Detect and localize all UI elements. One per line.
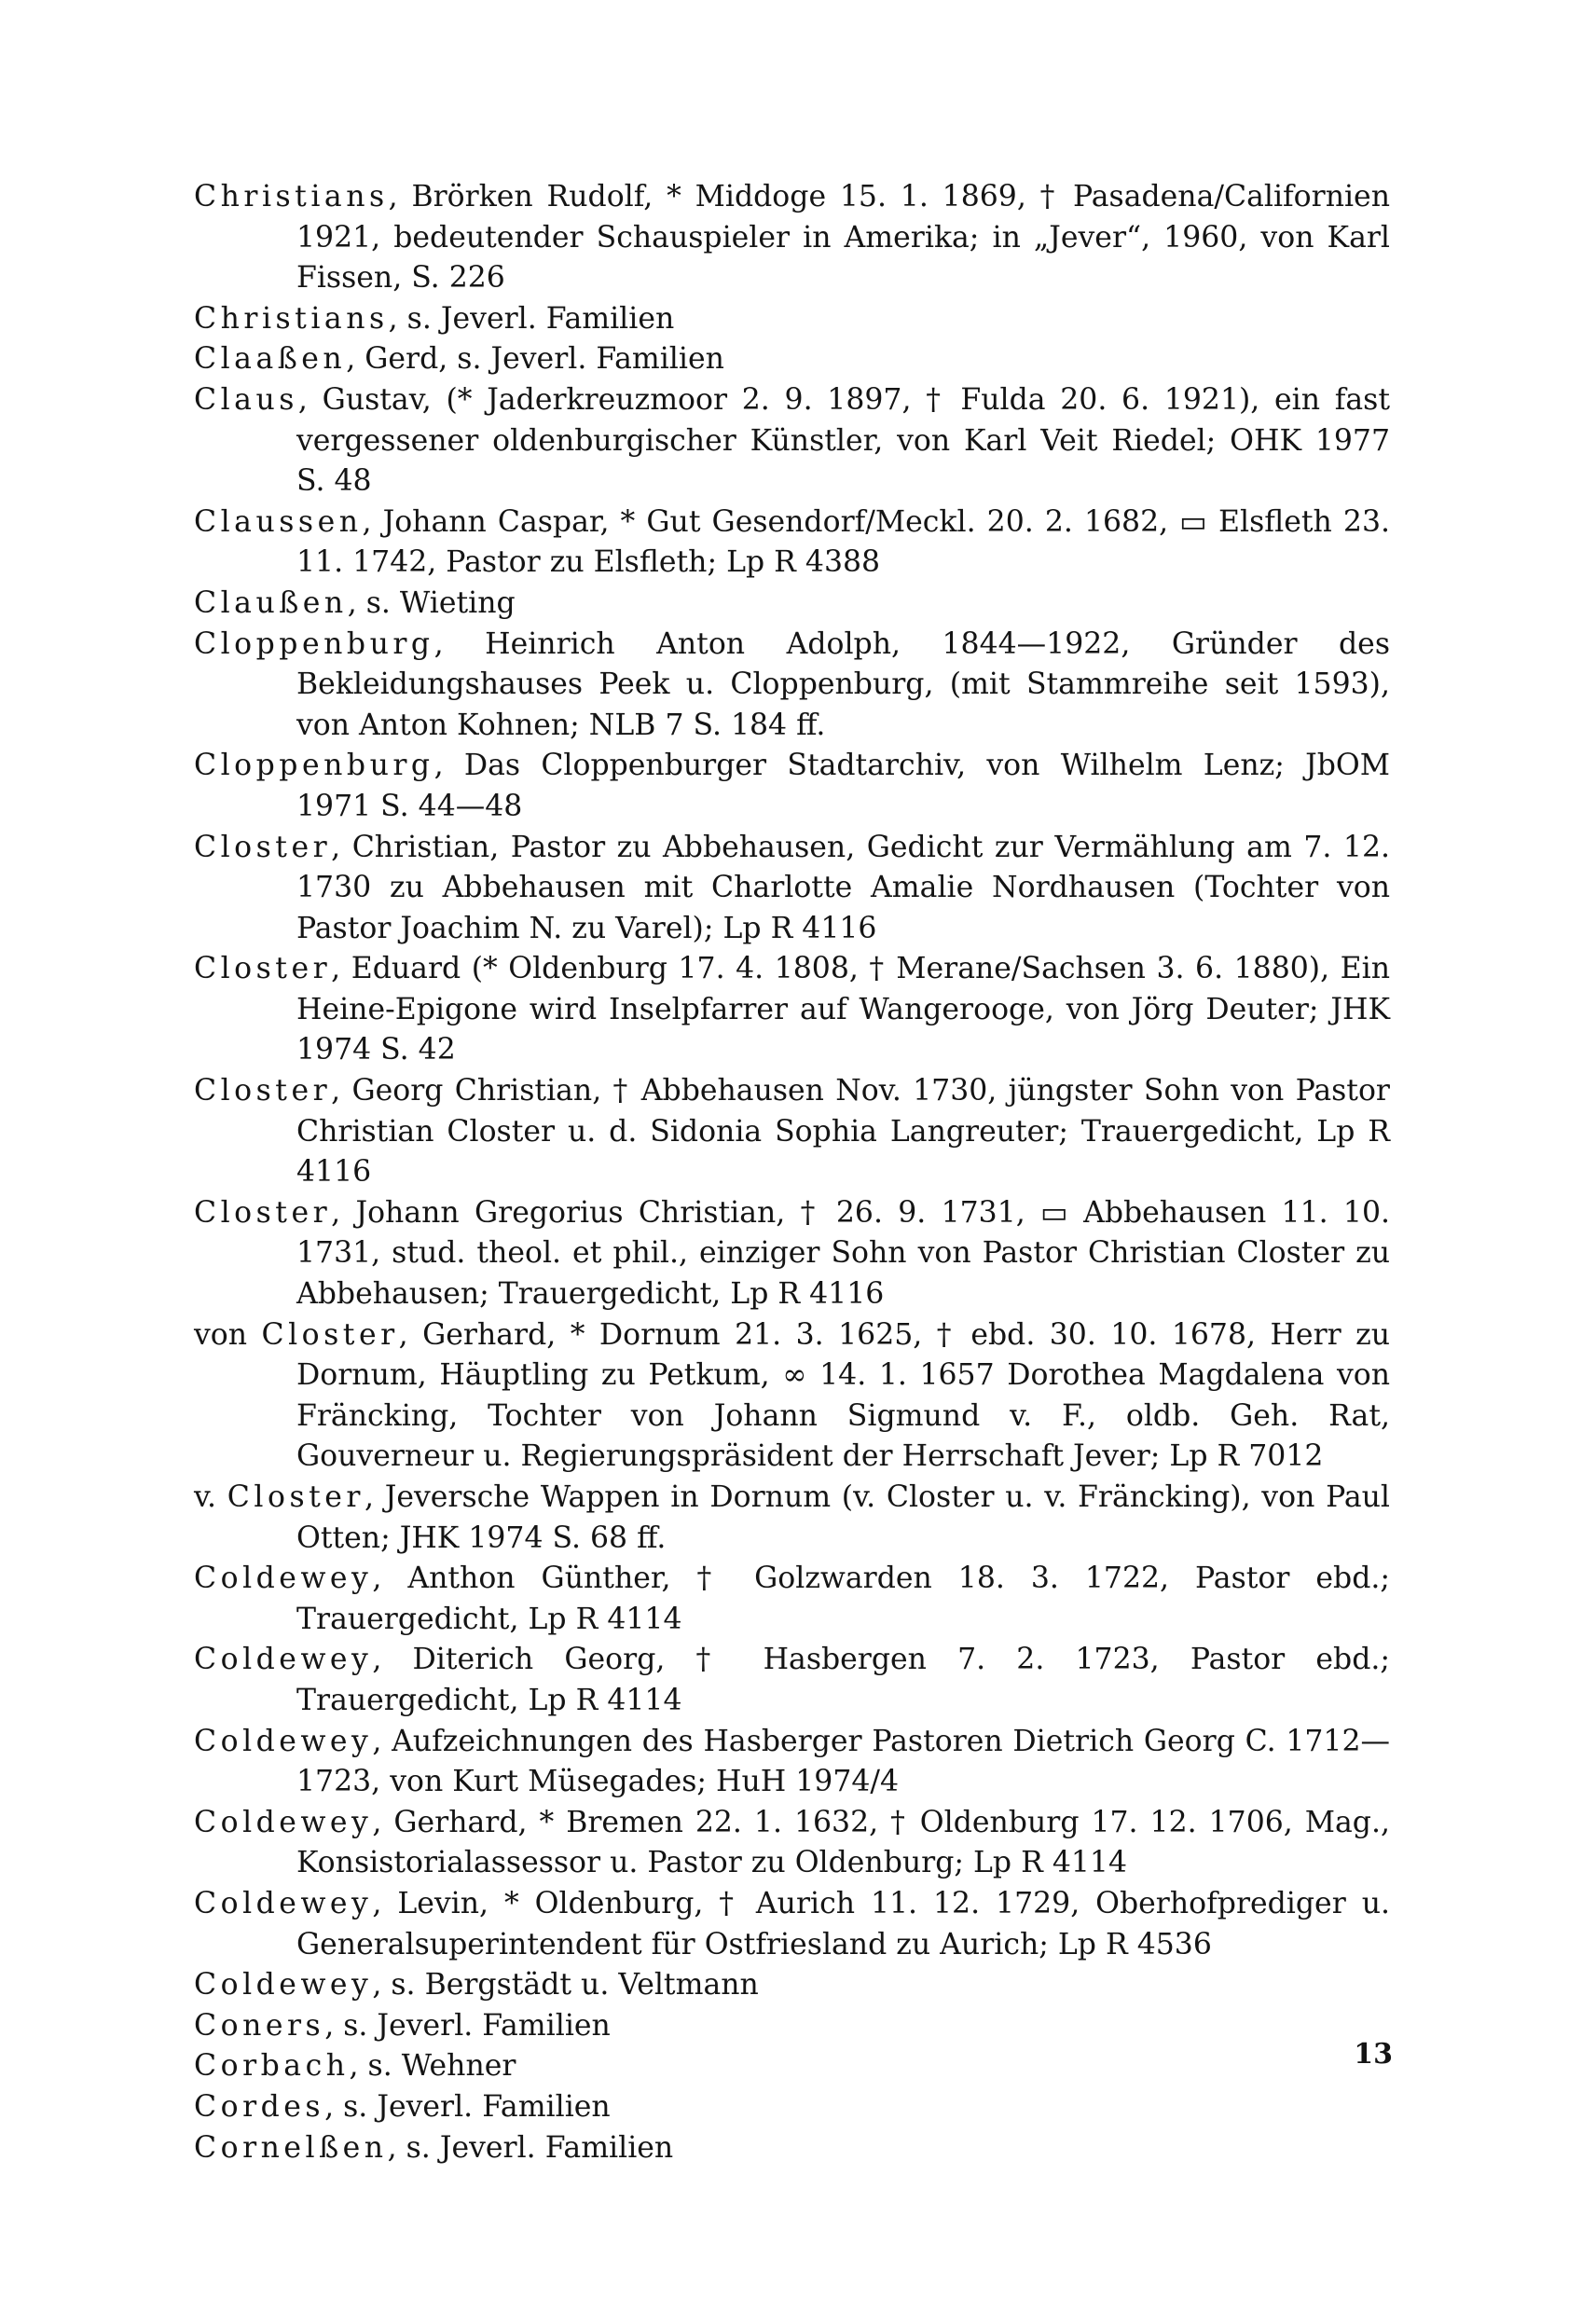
entry-text: , Georg Christian, † Abbehausen Nov. 1730, jüngster Sohn von Pastor Christian Closter u. d. Sidonia Sophia Langreuter; Trauergedicht, Lp R 4116 xyxy=(296,1074,1390,1190)
register-entry xyxy=(194,1803,1390,1884)
entry-headword: Claußen xyxy=(194,585,348,620)
register-entry xyxy=(194,2046,1390,2087)
entry-headword: Closter xyxy=(261,1317,399,1352)
entry-headword: Claussen xyxy=(194,504,363,539)
register-entry xyxy=(194,949,1390,1071)
entry-headword: Closter xyxy=(194,1195,332,1230)
register-entry xyxy=(194,380,1390,502)
register-entry xyxy=(194,1315,1390,1478)
entry-text: , Gerhard, * Bremen 22. 1. 1632, † Oldenburg 17. 12. 1706, Mag., Konsistorialassessor u. Pastor zu Oldenburg; Lp R 4114 xyxy=(296,1805,1390,1880)
entry-text: , Brörken Rudolf, * Middoge 15. 1. 1869, † Pasadena/Californien 1921, bedeutender Schauspieler in Amerika; in „Jever“, 1960, von Karl Fissen, S. 226 xyxy=(296,180,1390,296)
register-entry xyxy=(194,1559,1390,1640)
entry-headword: Coldewey xyxy=(194,1886,373,1920)
register-entry xyxy=(194,828,1390,950)
register-entry xyxy=(194,299,1390,340)
entry-text: , Diterich Georg, † Hasbergen 7. 2. 1723, Pastor ebd.; Trauergedicht, Lp R 4114 xyxy=(296,1643,1390,1717)
register-entry xyxy=(194,1640,1390,1721)
entry-headword: Coldewey xyxy=(194,1562,373,1596)
page-number: 13 xyxy=(1354,2038,1393,2071)
entry-text: , s. Jeverl. Familien xyxy=(324,2089,611,2124)
entry-headword: Corbach xyxy=(194,2049,350,2084)
register-entry xyxy=(194,1478,1390,1559)
entry-headword: Closter xyxy=(194,1074,332,1108)
entry-headword: Cloppenburg xyxy=(194,749,434,783)
entry-text: , Das Cloppenburger Stadtarchiv, von Wilhelm Lenz; JbOM 1971 S. 44—48 xyxy=(296,749,1390,823)
entry-text: , Christian, Pastor zu Abbehausen, Gedicht zur Vermählung am 7. 12. 1730 zu Abbehausen mit Charlotte Amalie Nordhausen (Tochter von Pastor Joachim N. zu Varel); Lp R 4116 xyxy=(296,830,1390,945)
entry-text: , Gerhard, * Dornum 21. 3. 1625, † ebd. 30. 10. 1678, Herr zu Dornum, Häuptling zu Petkum, ∞ 14. 1. 1657 Dorothea Magdalena von Fräncking, Tochter von Johann Sigmund v. F., oldb. Geh. Rat, Gouverneur u. Regierungspräsident der Herrschaft Jever; Lp R 7012 xyxy=(296,1317,1391,1474)
entry-headword: Coldewey xyxy=(194,1968,373,2002)
entry-text: , Gustav, (* Jaderkreuzmoor 2. 9. 1897, † Fulda 20. 6. 1921), ein fast vergessener oldenburgischer Künstler, von Karl Veit Riedel; OHK 1977 S. 48 xyxy=(296,382,1390,499)
entry-headword: Closter xyxy=(194,830,332,864)
register-entry xyxy=(194,2128,1390,2169)
register-entry xyxy=(194,625,1390,747)
register-entry xyxy=(194,584,1390,625)
entry-headword: Coldewey xyxy=(194,1724,373,1758)
entry-headword: Christians xyxy=(194,301,389,336)
entry-text: , s. Wieting xyxy=(347,585,516,620)
register-entry xyxy=(194,177,1390,299)
entry-headword: Cloppenburg xyxy=(194,626,434,661)
entry-text: , s. Jeverl. Familien xyxy=(387,2130,674,2165)
entry-text: , Aufzeichnungen des Hasberger Pastoren Dietrich Georg C. 1712—1723, von Kurt Müsegades; HuH 1974/4 xyxy=(296,1724,1390,1799)
register-entry xyxy=(194,1965,1390,2006)
entry-text: , Levin, * Oldenburg, † Aurich 11. 12. 1729, Oberhofprediger u. Generalsuperintendent für Ostfriesland zu Aurich; Lp R 4536 xyxy=(296,1886,1390,1961)
register-entry xyxy=(194,1884,1390,1965)
entry-text: , Gerd, s. Jeverl. Familien xyxy=(346,342,724,377)
entry-text: , Jeversche Wappen in Dornum (v. Closter u. v. Fräncking), von Paul Otten; JHK 1974 S. 68 ff. xyxy=(296,1480,1390,1555)
entry-text: , Anthon Günther, † Golzwarden 18. 3. 1722, Pastor ebd.; Trauergedicht, Lp R 4114 xyxy=(296,1562,1390,1636)
register-entry xyxy=(194,1722,1390,1803)
entry-text: , Johann Caspar, * Gut Gesendorf/Meckl. 20. 2. 1682, ▭ Elsfleth 23. 11. 1742, Pastor zu Elsfleth; Lp R 4388 xyxy=(296,504,1390,580)
entry-text: , Heinrich Anton Adolph, 1844—1922, Gründer des Bekleidungshauses Peek u. Cloppenburg, (mit Stammreihe seit 1593), von Anton Kohnen; NLB 7 S. 184 ff. xyxy=(296,626,1390,742)
register-entries xyxy=(194,177,1390,2168)
register-entry xyxy=(194,746,1390,827)
entry-headword: Coners xyxy=(194,2008,325,2043)
entry-headword: Coldewey xyxy=(194,1805,373,1839)
entry-headword: Christians xyxy=(194,180,389,213)
register-entry xyxy=(194,339,1390,380)
entry-text: , Eduard (* Oldenburg 17. 4. 1808, † Merane/Sachsen 3. 6. 1880), Ein Heine-Epigone wird Inselpfarrer auf Wangerooge, von Jörg Deuter; JHK 1974 S. 42 xyxy=(296,952,1390,1067)
entry-headword: Claus xyxy=(194,382,298,417)
entry-headword: Closter xyxy=(194,952,332,986)
entry-text: , s. Jeverl. Familien xyxy=(324,2008,611,2043)
register-entry xyxy=(194,2006,1390,2047)
entry-headword: Closter xyxy=(227,1480,365,1514)
entry-text: , s. Jeverl. Familien xyxy=(388,301,675,336)
register-entry xyxy=(194,1193,1390,1315)
entry-text: , Johann Gregorius Christian, † 26. 9. 1731, ▭ Abbehausen 11. 10. 1731, stud. theol. et phil., einziger Sohn von Pastor Christian Closter zu Abbehausen; Trauergedicht, Lp R 4116 xyxy=(296,1195,1390,1312)
entry-prefix: v. xyxy=(194,1480,227,1514)
entry-text: , s. Bergstädt u. Veltmann xyxy=(372,1968,759,2002)
entry-headword: Cornelßen xyxy=(194,2130,388,2165)
register-entry xyxy=(194,2087,1390,2128)
entry-prefix: von xyxy=(194,1317,262,1352)
entry-text: , s. Wehner xyxy=(349,2049,516,2084)
entry-headword: Cordes xyxy=(194,2089,325,2124)
entry-headword: Claaßen xyxy=(194,342,347,377)
entry-headword: Coldewey xyxy=(194,1643,373,1677)
register-entry xyxy=(194,1071,1390,1193)
register-entry xyxy=(194,502,1390,584)
